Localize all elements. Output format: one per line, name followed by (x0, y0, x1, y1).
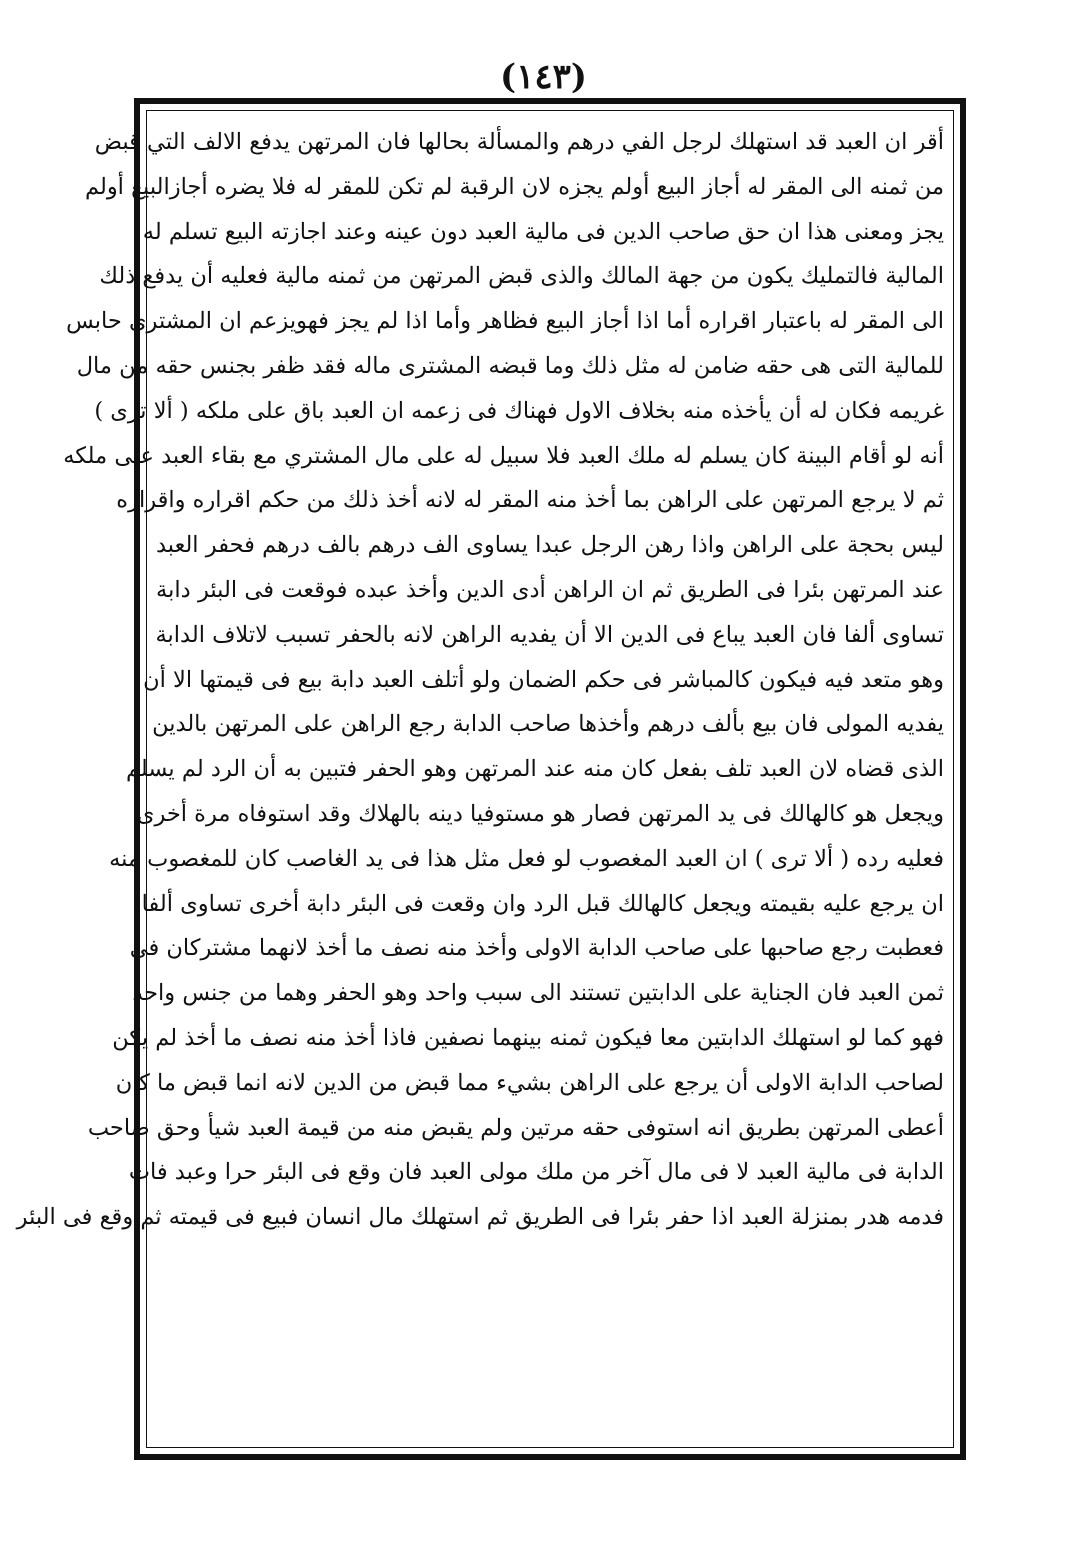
text-line: ويجعل هو كالهالك فى يد المرتهن فصار هو مستوفيا دينه بالهلاك وقد استوفاه مرة أخرى (136, 800, 944, 827)
body-text (16, 120, 944, 1240)
text-line: ثم لا يرجع المرتهن على الراهن بما أخذ منه المقر له لانه أخذ ذلك من حكم اقراره واقراره (116, 487, 944, 514)
text-line: الدابة فى مالية العبد لا فى مال آخر من ملك مولى العبد فان وقع فى البئر حرا وعبد فات (128, 1159, 944, 1186)
text-line: فهو كما لو استهلك الدابتين معا فيكون ثمنه بينهما نصفين فاذا أخذ منه نصف ما أخذ لم يكن (112, 1024, 944, 1051)
text-line: غريمه فكان له أن يأخذه منه بخلاف الاول فهناك فى زعمه ان العبد باق على ملكه ( ألا ترى ) (94, 397, 944, 424)
text-line: من ثمنه الى المقر له أجاز البيع أولم يجزه لان الرقبة لم تكن للمقر له فلا يضره أجازالبيع أولم (84, 173, 944, 200)
text-line: أقر ان العبد قد استهلك لرجل الفي درهم والمسألة بحالها فان المرتهن يدفع الالف التي قبض (94, 129, 944, 155)
text-line: ثمن العبد فان الجناية على الدابتين تستند الى سبب واحد وهو الحفر وهما من جنس واحد (132, 980, 944, 1007)
text-line: يفديه المولى فان بيع بألف درهم وأخذها صاحب الدابة رجع الراهن على المرتهن بالدين (152, 711, 944, 738)
text-line: يجز ومعنى هذا ان حق صاحب الدين فى مالية العبد دون عينه وعند اجازته البيع تسلم له (142, 218, 944, 245)
text-line: الذى قضاه لان العبد تلف بفعل كان منه عند المرتهن وهو الحفر فتبين به أن الرد لم يسلم (125, 756, 944, 783)
text-line: أنه لو أقام البينة كان يسلم له ملك العبد فلا سبيل له على مال المشتري مع بقاء العبد على ملكه (63, 442, 944, 469)
text-line: تساوى ألفا فان العبد يباع فى الدين الا أن يفديه الراهن لانه بالحفر تسبب لاتلاف الدابة (155, 621, 944, 648)
text-line: فعليه رده ( ألا ترى ) ان العبد المغصوب لو فعل مثل هذا فى يد الغاصب كان للمغصوب منه (109, 845, 944, 872)
text-line: عند المرتهن بئرا فى الطريق ثم ان الراهن أدى الدين وأخذ عبده فوقعت فى البئر دابة (156, 576, 944, 603)
text-line: فدمه هدر بمنزلة العبد اذا حفر بئرا فى الطريق ثم استهلك مال انسان فبيع فى قيمته ثم وقع فى البئر (16, 1204, 944, 1231)
text-line: لصاحب الدابة الاولى أن يرجع على الراهن بشيء مما قبض من الدين لانه انما قبض ما كان (115, 1069, 944, 1096)
text-line: الى المقر له باعتبار اقراره أما اذا أجاز البيع فظاهر وأما اذا لم يجز فهويزعم ان المشترى حابس (66, 308, 944, 335)
text-line: وهو متعد فيه فيكون كالمباشر فى حكم الضمان ولو أتلف العبد دابة بيع فى قيمتها الا أن (143, 666, 944, 693)
text-line: للمالية التى هى حقه ضامن له مثل ذلك وما قبضه المشترى ماله فقد ظفر بجنس حقه من مال (76, 352, 944, 379)
page-number: (١٤٣) (500, 57, 587, 97)
text-line: ان يرجع عليه بقيمته ويجعل كالهالك قبل الرد وان وقعت فى البئر دابة أخرى تساوى ألفا (141, 890, 944, 917)
text-line: المالية فالتمليك يكون من جهة المالك والذى قبض المرتهن من ثمنه مالية فعليه أن يدفع ذلك (99, 263, 944, 290)
text-line: فعطبت رجع صاحبها على صاحب الدابة الاولى وأخذ منه نصف ما أخذ لانهما مشتركان فى (129, 935, 944, 962)
text-line: ليس بحجة على الراهن واذا رهن الرجل عبدا يساوى الف درهم بالف درهم فحفر العبد (156, 532, 944, 559)
text-line: أعطى المرتهن بطريق انه استوفى حقه مرتين ولم يقبض منه من قيمة العبد شيأ وحق صاحب (87, 1114, 944, 1141)
